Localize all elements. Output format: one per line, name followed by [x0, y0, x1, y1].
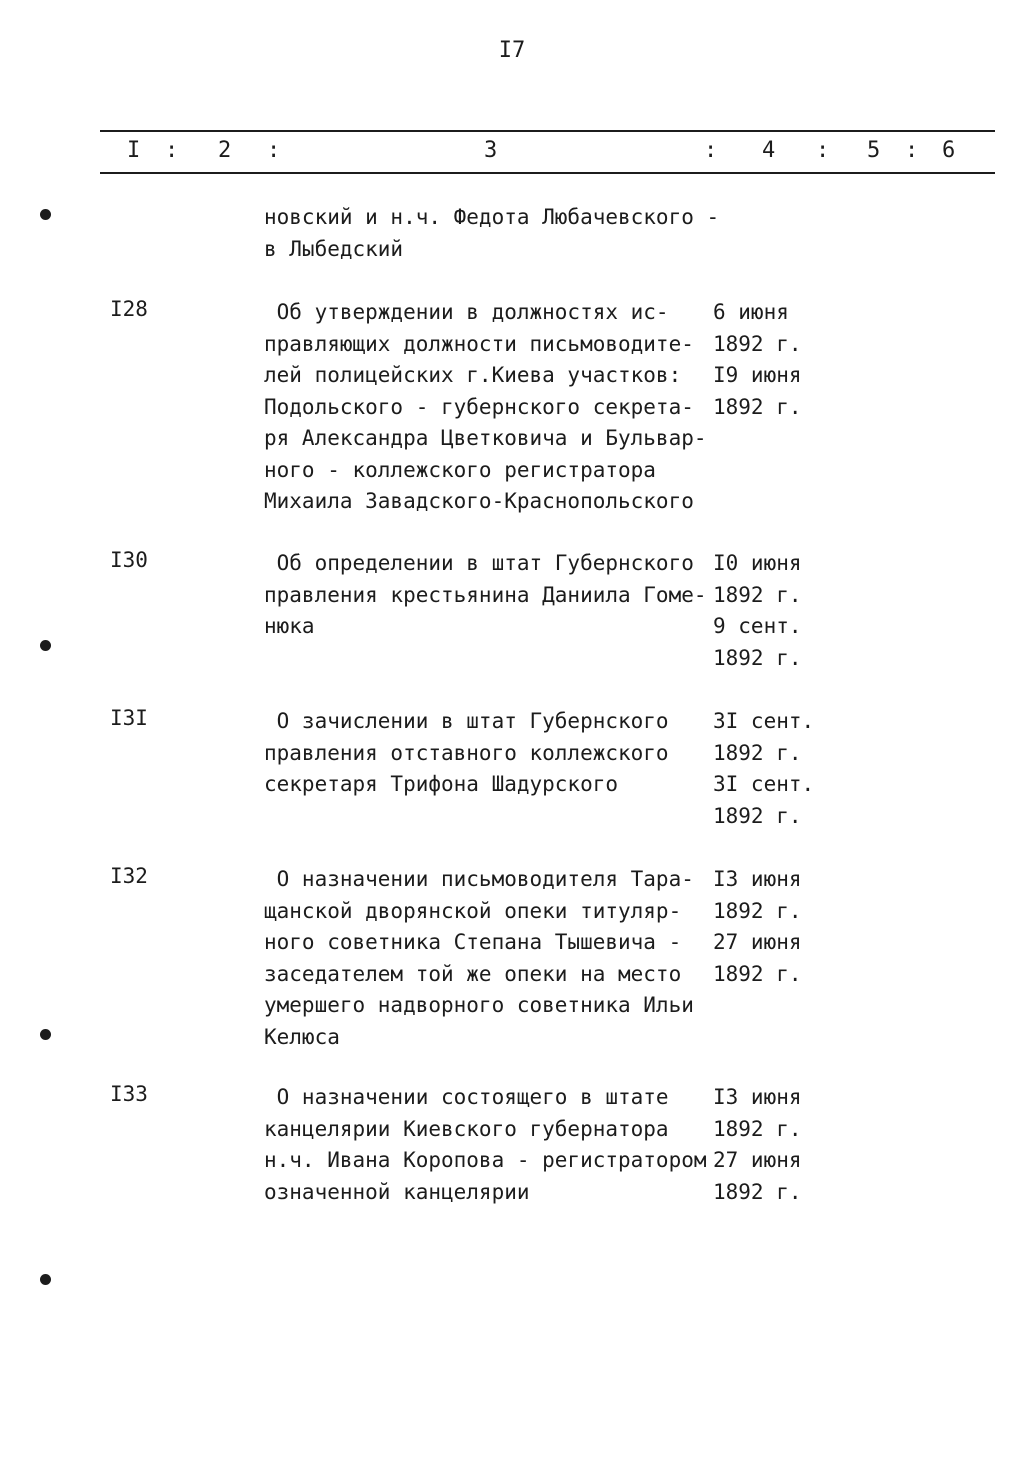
header-col-4: 4	[762, 138, 776, 163]
header-separator: :	[816, 138, 830, 163]
header-col-2: 2	[218, 138, 232, 163]
date-line: 1892 г.	[713, 898, 802, 923]
record-number: I30	[110, 548, 148, 572]
text-line: ного советника Степана Тышевича -	[264, 930, 682, 954]
date-line: 1892 г.	[713, 1179, 802, 1204]
record-number: I32	[110, 864, 148, 888]
text-line: правляющих должности письмоводите-	[264, 331, 694, 356]
text-line: Михаила Завадского-Краснопольского	[264, 489, 694, 513]
text-line: означенной канцелярии	[264, 1179, 530, 1204]
date-line: I0 июня	[713, 551, 802, 575]
date-line: 1892 г.	[713, 331, 802, 356]
page-number: I7	[498, 38, 526, 63]
text-line: лей полицейских г.Киева участков:	[264, 363, 682, 387]
date-line: I3 июня	[713, 867, 802, 891]
date-line: 3I сент.	[713, 772, 815, 796]
text-line: секретаря Трифона Шадурского	[264, 772, 619, 796]
date-line: 1892 г.	[713, 394, 802, 419]
record-dates	[713, 297, 823, 423]
header-col-5: 5	[867, 138, 881, 163]
date-line: 27 июня	[713, 1148, 802, 1172]
text-line: правления отставного коллежского	[264, 740, 669, 765]
text-line: заседателем той же опеки на место	[264, 961, 682, 986]
record-description	[264, 1082, 724, 1208]
binding-hole	[40, 1029, 51, 1040]
record-description	[264, 297, 724, 518]
date-line: 1892 г.	[713, 740, 802, 765]
record-number: I28	[110, 297, 148, 321]
text-line: ного - коллежского регистратора	[264, 457, 656, 482]
record-dates	[713, 706, 823, 832]
table-header	[0, 138, 1024, 166]
header-bottom-rule	[100, 172, 995, 174]
text-line: новский и н.ч. Федота Любачевского -	[264, 205, 720, 229]
text-line: Об определении в штат Губернского	[264, 551, 694, 575]
record-description	[264, 706, 724, 801]
date-line: 1892 г.	[713, 582, 802, 607]
date-line: 1892 г.	[713, 961, 802, 986]
record-dates	[713, 1082, 823, 1208]
record-number: I3I	[110, 706, 148, 730]
header-top-rule	[100, 130, 995, 132]
record-description	[264, 548, 724, 643]
binding-hole	[40, 1274, 51, 1285]
header-separator: :	[267, 138, 281, 163]
date-line: I3 июня	[713, 1085, 802, 1109]
text-line: Подольского - губернского секрета-	[264, 394, 694, 419]
date-line: 1892 г.	[713, 645, 802, 670]
text-line: щанской дворянской опеки титуляр-	[264, 898, 682, 923]
date-line: 9 сент.	[713, 614, 802, 638]
header-col-6: 6	[942, 138, 956, 163]
text-line: правления крестьянина Даниила Гоме-	[264, 582, 707, 607]
date-line: 1892 г.	[713, 1116, 802, 1141]
text-line: канцелярии Киевского губернатора	[264, 1116, 669, 1141]
text-line: умершего надворного советника Ильи	[264, 993, 694, 1017]
continuation-text	[264, 202, 724, 265]
text-line: О зачислении в штат Губернского	[264, 709, 669, 733]
header-separator: :	[905, 138, 919, 163]
date-line: 3I сент.	[713, 709, 815, 733]
text-line: нюка	[264, 614, 315, 638]
text-line: Об утверждении в должностях ис-	[264, 300, 669, 324]
text-line: О назначении письмоводителя Тара-	[264, 867, 694, 891]
text-line: О назначении состоящего в штате	[264, 1085, 669, 1109]
record-dates	[713, 864, 823, 990]
date-line: 27 июня	[713, 930, 802, 954]
text-line: в Лыбедский	[264, 236, 404, 261]
text-line: н.ч. Ивана Коропова - регистратором	[264, 1148, 707, 1172]
date-line: 1892 г.	[713, 803, 802, 828]
date-line: I9 июня	[713, 363, 802, 387]
text-line: Келюса	[264, 1024, 340, 1049]
record-description	[264, 864, 724, 1053]
date-line: 6 июня	[713, 300, 789, 324]
header-col-1: I	[127, 138, 141, 163]
text-line: ря Александра Цветковича и Бульвар-	[264, 426, 707, 450]
header-col-3: 3	[484, 138, 498, 163]
header-separator: :	[704, 138, 718, 163]
binding-hole	[40, 640, 51, 651]
binding-hole	[40, 209, 51, 220]
record-dates	[713, 548, 823, 674]
record-number: I33	[110, 1082, 148, 1106]
header-separator: :	[165, 138, 179, 163]
